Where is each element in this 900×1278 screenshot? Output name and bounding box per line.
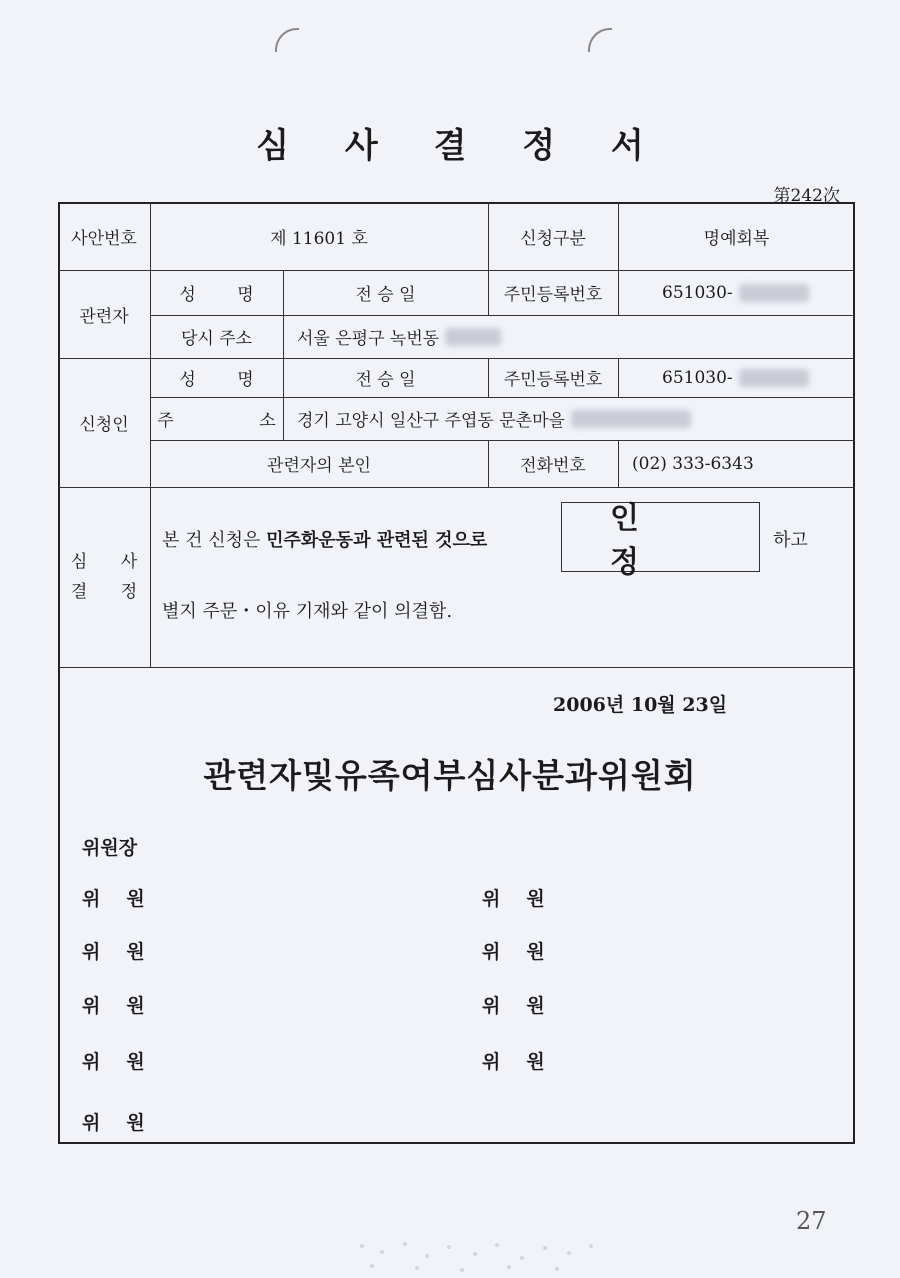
perforation-dot — [370, 1264, 374, 1268]
member-label: 위원 — [82, 888, 171, 910]
redacted-mark — [739, 284, 809, 302]
applicant-name-label: 성 명 — [179, 370, 272, 390]
applicant-resident-number-value: 651030- — [662, 367, 733, 388]
redacted-mark — [445, 328, 501, 346]
perforation-dot — [425, 1254, 429, 1258]
decision-line2: 별지 주문・이유 기재와 같이 의결함. — [162, 601, 453, 622]
decision-date: 2006년 10월 23일 — [553, 694, 728, 716]
punch-hole-mark-right — [588, 28, 612, 52]
related-name-label: 성 명 — [179, 285, 272, 305]
perforation-dot — [460, 1268, 464, 1272]
address-at-time-label: 당시 주소 — [180, 329, 253, 349]
decision-label — [58, 487, 150, 667]
member-label: 위원 — [482, 995, 571, 1017]
perforation-dot — [473, 1252, 477, 1256]
recognition-stamp-box: 인정 — [561, 502, 760, 572]
decision-label-line1: 심 사 — [70, 552, 152, 572]
perforation-dot — [360, 1244, 364, 1248]
committee-name: 관련자및유족여부심사분과위원회 — [203, 756, 697, 795]
decision-suffix: 하고 — [773, 530, 808, 551]
phone-label: 전화번호 — [520, 456, 586, 476]
applicant-label: 신청인 — [79, 415, 129, 435]
perforation-dot — [507, 1265, 511, 1269]
row-divider — [58, 667, 855, 668]
perforation-dot — [520, 1256, 524, 1260]
decision-label-line2: 결 정 — [70, 582, 152, 602]
member-label: 위원 — [82, 1051, 171, 1073]
case-number-value: 제 11601 호 — [270, 228, 368, 249]
address-label: 주 소 — [157, 411, 316, 431]
related-person-label: 관련자 — [79, 306, 129, 327]
member-label: 위원 — [482, 888, 571, 910]
redacted-mark — [571, 410, 691, 428]
decision-bold-text: 민주화운동과 관련된 것으로 — [266, 530, 488, 551]
redacted-mark — [739, 369, 809, 387]
perforation-dot — [543, 1246, 547, 1250]
member-label: 위원 — [482, 941, 571, 963]
perforation-dot — [380, 1250, 384, 1254]
row-divider — [58, 487, 855, 488]
member-label: 위원 — [482, 1051, 571, 1073]
applicant-address-value: 경기 고양시 일산구 주엽동 문촌마을 — [297, 411, 565, 431]
related-address-value: 서울 은평구 녹번동 — [297, 329, 440, 349]
member-label: 위원 — [82, 995, 171, 1017]
perforation-dot — [567, 1251, 571, 1255]
application-type-value: 명예회복 — [703, 228, 770, 249]
perforation-dots — [355, 1238, 605, 1278]
decision-sentence — [162, 526, 487, 552]
decision-prefix: 본 건 신청은 — [162, 530, 261, 551]
perforation-dot — [555, 1267, 559, 1271]
applicant-address — [283, 397, 855, 440]
perforation-dot — [447, 1245, 451, 1249]
perforation-dot — [403, 1242, 407, 1246]
related-address — [283, 315, 855, 358]
page-number: 27 — [796, 1207, 827, 1235]
committee-chair-label: 위원장 — [82, 837, 138, 859]
perforation-dot — [589, 1244, 593, 1248]
phone-value: (02) 333-6343 — [632, 453, 754, 474]
member-label: 위원 — [82, 1112, 171, 1134]
related-resident-number-value: 651030- — [662, 282, 733, 303]
session-number: 第242次 — [773, 186, 840, 206]
related-resident-number — [618, 270, 855, 315]
applicant-name-value: 전 승 일 — [355, 370, 416, 390]
perforation-dot — [495, 1243, 499, 1247]
perforation-dot — [415, 1266, 419, 1270]
punch-hole-mark-left — [275, 28, 299, 52]
document-title: 심 사 결 정 서 — [256, 126, 666, 166]
related-name-value: 전 승 일 — [355, 285, 416, 305]
applicant-resident-number-label: 주민등록번호 — [503, 370, 603, 390]
case-number-label: 사안번호 — [71, 228, 137, 249]
application-type-label: 신청구분 — [520, 228, 586, 249]
related-resident-number-label: 주민등록번호 — [503, 285, 603, 305]
member-label: 위원 — [82, 941, 171, 963]
applicant-resident-number — [618, 358, 855, 397]
relation-value: 관련자의 본인 — [267, 456, 371, 476]
